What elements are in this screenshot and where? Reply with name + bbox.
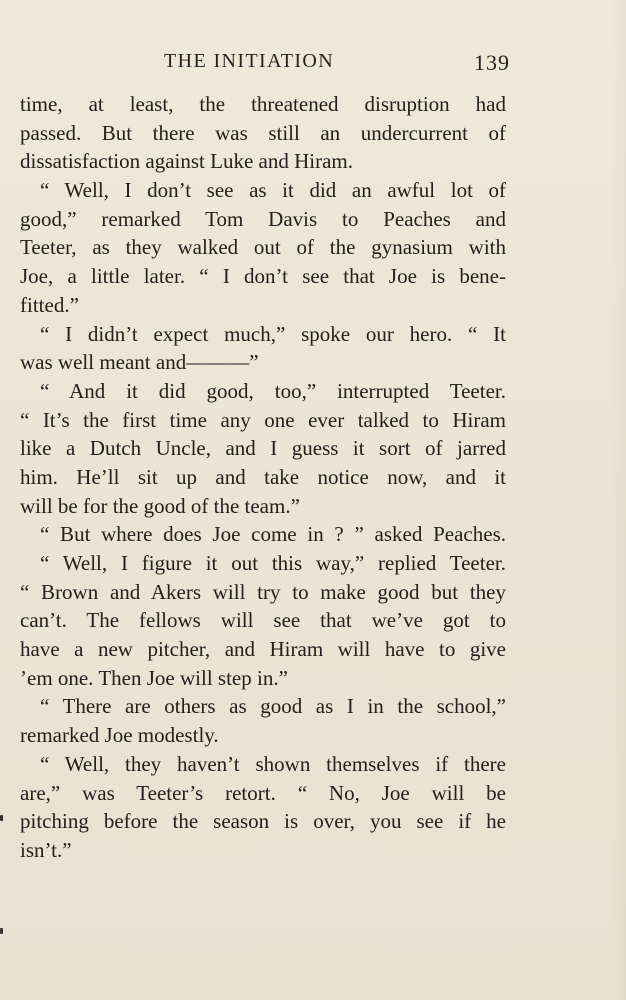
page-header [0, 50, 626, 78]
text-line: time, at least, the threatened disruption had [20, 92, 506, 116]
page-edge-shade [612, 0, 626, 1000]
body-text [20, 90, 506, 865]
text-line: good,” remarked Tom Davis to Peaches and [20, 206, 506, 231]
text-line: “ I didn’t expect much,” spoke our hero. “ It [40, 321, 506, 346]
text-line: dissatisfaction against Luke and Hiram. [20, 149, 353, 174]
text-line: “ Well, I figure it out this way,” replied Teeter. [40, 551, 506, 575]
text-line: are,” was Teeter’s retort. “ No, Joe will be [20, 780, 506, 805]
text-line: fitted.” [20, 292, 79, 317]
text-line: “ Brown and Akers will try to make good but they [20, 579, 506, 604]
text-line: like a Dutch Uncle, and I guess it sort of jarred [20, 436, 506, 461]
text-line: have a new pitcher, and Hiram will have to give [20, 637, 506, 662]
text-line: him. He’ll sit up and take notice now, and it [20, 464, 506, 489]
text-line: remarked Joe modestly. [20, 723, 219, 748]
text-line: “ It’s the first time any one ever talked to Hiram [20, 407, 506, 432]
page-number: 139 [474, 50, 510, 75]
margin-mark [0, 928, 3, 934]
text-line: “ Well, I don’t see as it did an awful lot of [40, 178, 506, 203]
margin-mark [0, 815, 3, 821]
text-line: isn’t.” [20, 837, 72, 862]
text-line: ’em one. Then Joe will step in.” [20, 665, 288, 690]
text-line: “ Well, they haven’t shown themselves if there [40, 751, 506, 776]
text-line: will be for the good of the team.” [20, 493, 300, 518]
text-line: “ And it did good, too,” interrupted Teeter. [40, 378, 506, 403]
text-line: pitching before the season is over, you see if he [20, 809, 506, 834]
text-line: Joe, a little later. “ I don’t see that Joe is bene- [20, 264, 506, 289]
text-line: can’t. The fellows will see that we’ve got to [20, 608, 506, 633]
text-line: Teeter, as they walked out of the gynasium with [20, 235, 506, 260]
running-title: THE INITIATION [164, 50, 335, 72]
text-line: “ There are others as good as I in the school,” [40, 694, 506, 719]
text-line: was well meant and———” [20, 350, 259, 375]
text-line: “ But where does Joe come in ? ” asked Peaches. [40, 522, 506, 547]
text-line: passed. But there was still an undercurrent of [20, 120, 506, 145]
